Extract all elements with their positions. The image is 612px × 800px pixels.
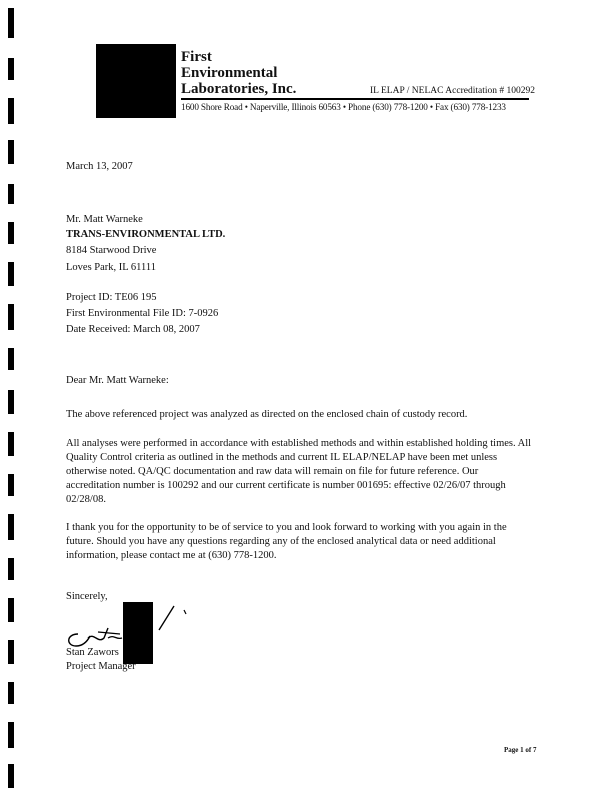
margin-mark <box>8 8 14 38</box>
company-address: 1600 Shore Road • Naperville, Illinois 60563 • Phone (630) 778-1200 • Fax (630) 778-1233 <box>181 102 506 112</box>
margin-mark <box>8 390 14 414</box>
margin-mark <box>8 764 14 788</box>
body-paragraph-2: All analyses were performed in accordance with established methods and within established holding times. All Quality Control criteria as outlined in the methods and current IL ELAP/NELAP have been met unless otherwise noted. QA/QC documentation and raw data will remain on file for future reference. Our accreditation number is 100292 and our current certificate is number 001695: effective 02/26/07 through 02/28/08. <box>66 438 532 505</box>
margin-mark <box>8 222 14 244</box>
header-rule <box>181 98 529 100</box>
recipient-city: Loves Park, IL 61111 <box>66 262 157 273</box>
body-paragraph-3: I thank you for the opportunity to be of service to you and look forward to working with you again in the future. Should you have any questions regarding any of the enclosed analytical data or need additional information, please contact me at (630) 778-1200. <box>66 522 507 561</box>
margin-mark <box>8 474 14 496</box>
margin-mark <box>8 98 14 124</box>
margin-mark <box>8 58 14 80</box>
margin-mark <box>8 598 14 622</box>
company-name-line1: First <box>181 49 212 65</box>
page-number: Page 1 of 7 <box>504 746 537 754</box>
redacted-signature <box>123 602 153 664</box>
margin-mark <box>8 262 14 286</box>
salutation: Dear Mr. Matt Warneke: <box>66 375 169 386</box>
project-id: Project ID: TE06 195 <box>66 292 157 303</box>
redacted-logo <box>96 44 176 118</box>
recipient-company: TRANS-ENVIRONMENTAL LTD. <box>66 229 226 240</box>
accreditation-number: IL ELAP / NELAC Accreditation # 100292 <box>370 86 535 96</box>
signer-title: Project Manager <box>66 661 136 672</box>
signer-name: Stan Zawors <box>66 647 119 658</box>
margin-mark <box>8 640 14 664</box>
date-received: Date Received: March 08, 2007 <box>66 324 200 335</box>
recipient-street: 8184 Starwood Drive <box>66 245 157 256</box>
company-name-line3: Laboratories, Inc. <box>181 81 297 97</box>
margin-mark <box>8 184 14 204</box>
letter-date: March 13, 2007 <box>66 161 133 172</box>
body-paragraph-1: The above referenced project was analyzed as directed on the enclosed chain of custody record. <box>66 409 468 420</box>
company-name-line2: Environmental <box>181 65 278 81</box>
recipient-name: Mr. Matt Warneke <box>66 214 143 225</box>
closing: Sincerely, <box>66 591 108 602</box>
file-id: First Environmental File ID: 7-0926 <box>66 308 219 319</box>
margin-mark <box>8 514 14 540</box>
margin-mark <box>8 682 14 704</box>
margin-mark <box>8 348 14 370</box>
margin-mark <box>8 140 14 164</box>
margin-mark <box>8 304 14 330</box>
margin-mark <box>8 432 14 456</box>
margin-mark <box>8 722 14 748</box>
margin-mark <box>8 558 14 580</box>
